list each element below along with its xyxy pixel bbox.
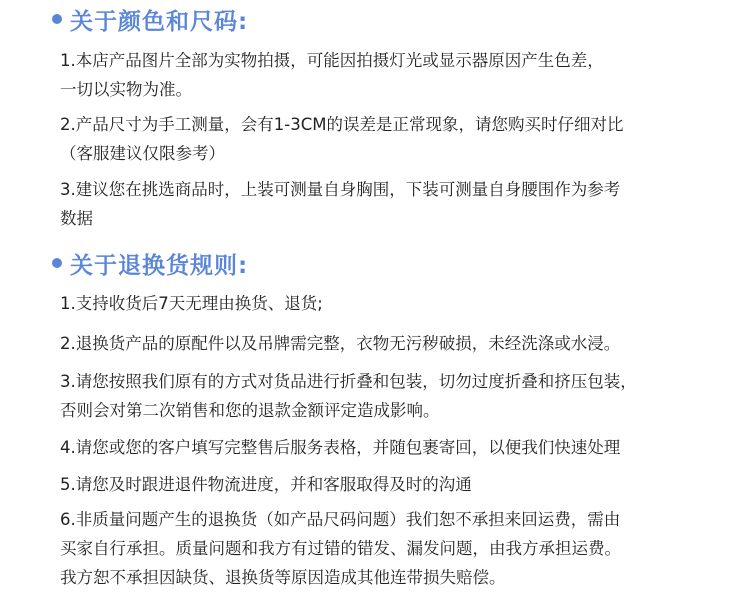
section-title: 关于退换货规则:: [70, 252, 249, 279]
text-line: 1.本店产品图片全部为实物拍摄，可能因拍摄灯光或显示器原因产生色差，: [60, 51, 604, 70]
text-line: 4.请您或您的客户填写完整售后服务表格，并随包裹寄回，以便我们快速处理: [60, 438, 621, 457]
text-line: （客服建议仅限参考）: [60, 144, 225, 163]
text-line: 6.非质量问题产生的退换货（如产品尺码问题）我们恕不承担来回运费，需由: [60, 510, 621, 529]
text-line: 1.支持收货后7天无理由换货、退货;: [60, 294, 323, 313]
text-line: 3.请您按照我们原有的方式对货品进行折叠和包装，切勿过度折叠和挤压包装，: [60, 372, 637, 391]
section-heading-return-rules: [52, 246, 248, 280]
section-1-item-2: [60, 110, 732, 168]
section-2-item-5: [60, 470, 732, 499]
text-line: 5.请您及时跟进退件物流进度，并和客服取得及时的沟通: [60, 475, 472, 494]
section-2-item-2: [60, 329, 732, 358]
section-1-item-3: [60, 175, 732, 233]
text-line: 3.建议您在挑选商品时，上装可测量自身胸围，下装可测量自身腰围作为参考: [60, 180, 621, 199]
section-2-item-3: [60, 367, 732, 425]
bullet-dot-icon: [52, 14, 62, 24]
section-2-item-1: [60, 289, 732, 318]
section-2-item-6: [60, 505, 732, 592]
text-line: 否则会对第二次销售和您的退款金额评定造成影响。: [60, 401, 440, 420]
text-line: 数据: [60, 209, 93, 228]
bullet-dot-icon: [52, 258, 62, 268]
text-line: 我方恕不承担因缺货、退换货等原因造成其他连带损失赔偿。: [60, 568, 506, 587]
section-heading-color-size: [52, 2, 248, 36]
text-line: 一切以实物为准。: [60, 80, 192, 99]
text-line: 买家自行承担。质量问题和我方有过错的错发、漏发问题，由我方承担运费。: [60, 539, 621, 558]
section-title: 关于颜色和尺码:: [70, 8, 249, 35]
section-2-item-4: [60, 433, 732, 462]
text-line: 2.产品尺寸为手工测量，会有1-3CM的误差是正常现象，请您购买时仔细对比: [60, 115, 624, 134]
section-1-item-1: [60, 46, 732, 104]
text-line: 2.退换货产品的原配件以及吊牌需完整，衣物无污秽破损，未经洗涤或水浸。: [60, 334, 621, 353]
